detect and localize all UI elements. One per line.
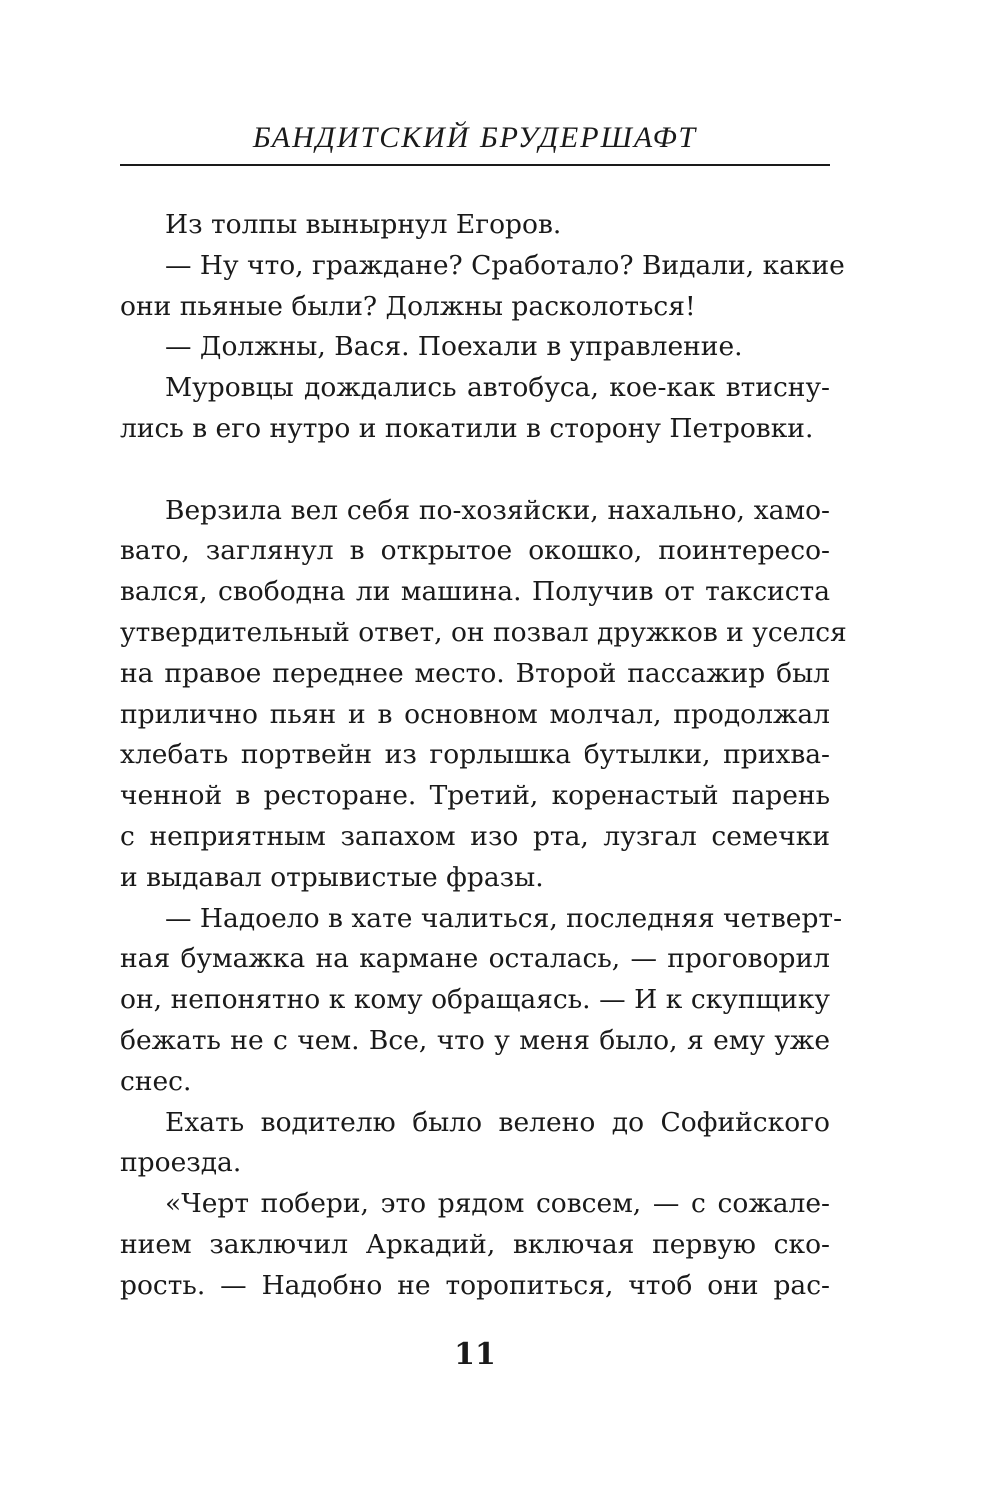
text-line: нием заключил Аркадий, включая первую ско- xyxy=(120,1228,830,1260)
text-line: и выдавал отрывистые фразы. xyxy=(120,861,544,893)
text-line: лись в его нутро и покатили в сторону Петровки. xyxy=(120,412,814,444)
text-line: ченной в ресторане. Третий, коренастый парень xyxy=(120,780,830,812)
text-line: вато, заглянул в открытое окошко, поинтересо- xyxy=(120,535,830,567)
section-break xyxy=(120,450,830,491)
text-line: бежать не с чем. Все, что у меня было, я ему уже xyxy=(120,1024,830,1056)
text-line: он, непонятно к кому обращаясь. — И к скупщику xyxy=(120,984,830,1016)
page-number: 11 xyxy=(454,1337,496,1372)
header-rule xyxy=(120,164,830,166)
text-line: на правое переднее место. Второй пассажир был xyxy=(120,657,830,689)
text-line: — Надоело в хате чалиться, последняя четверт- xyxy=(165,902,843,934)
text-line: — Должны, Вася. Поехали в управление. xyxy=(165,331,743,363)
text-line: Верзила вел себя по-хозяйски, нахально, хамо- xyxy=(165,494,830,526)
running-head: БАНДИТСКИЙ БРУДЕРШАФТ xyxy=(252,121,698,154)
text-line: Муровцы дождались автобуса, кое-как втисну- xyxy=(165,372,830,404)
text-line: Из толпы вынырнул Егоров. xyxy=(165,209,562,240)
text-line: прилично пьян и в основном молчал, продолжал xyxy=(120,698,830,730)
text-line: утвердительный ответ, он позвал дружков и уселся xyxy=(120,616,847,648)
text-line: ная бумажка на кармане осталась, — проговорил xyxy=(120,943,830,975)
text-line: — Ну что, граждане? Сработало? Видали, какие xyxy=(165,249,845,281)
text-line: они пьяные были? Должны расколоться! xyxy=(120,290,696,322)
body-text xyxy=(120,205,847,1307)
text-line: проезда. xyxy=(120,1147,242,1179)
text-line: хлебать портвейн из горлышка бутылки, прихва- xyxy=(120,739,830,771)
text-line: Ехать водителю было велено до Софийского xyxy=(165,1106,830,1138)
text-line: снес. xyxy=(120,1065,192,1097)
text-line: вался, свободна ли машина. Получив от таксиста xyxy=(120,576,830,608)
text-line: с неприятным запахом изо рта, лузгал семечки xyxy=(120,820,830,852)
text-line: «Черт побери, это рядом совсем, — с сожале- xyxy=(165,1188,830,1220)
text-line: рость. — Надобно не торопиться, чтоб они рас- xyxy=(120,1269,830,1301)
